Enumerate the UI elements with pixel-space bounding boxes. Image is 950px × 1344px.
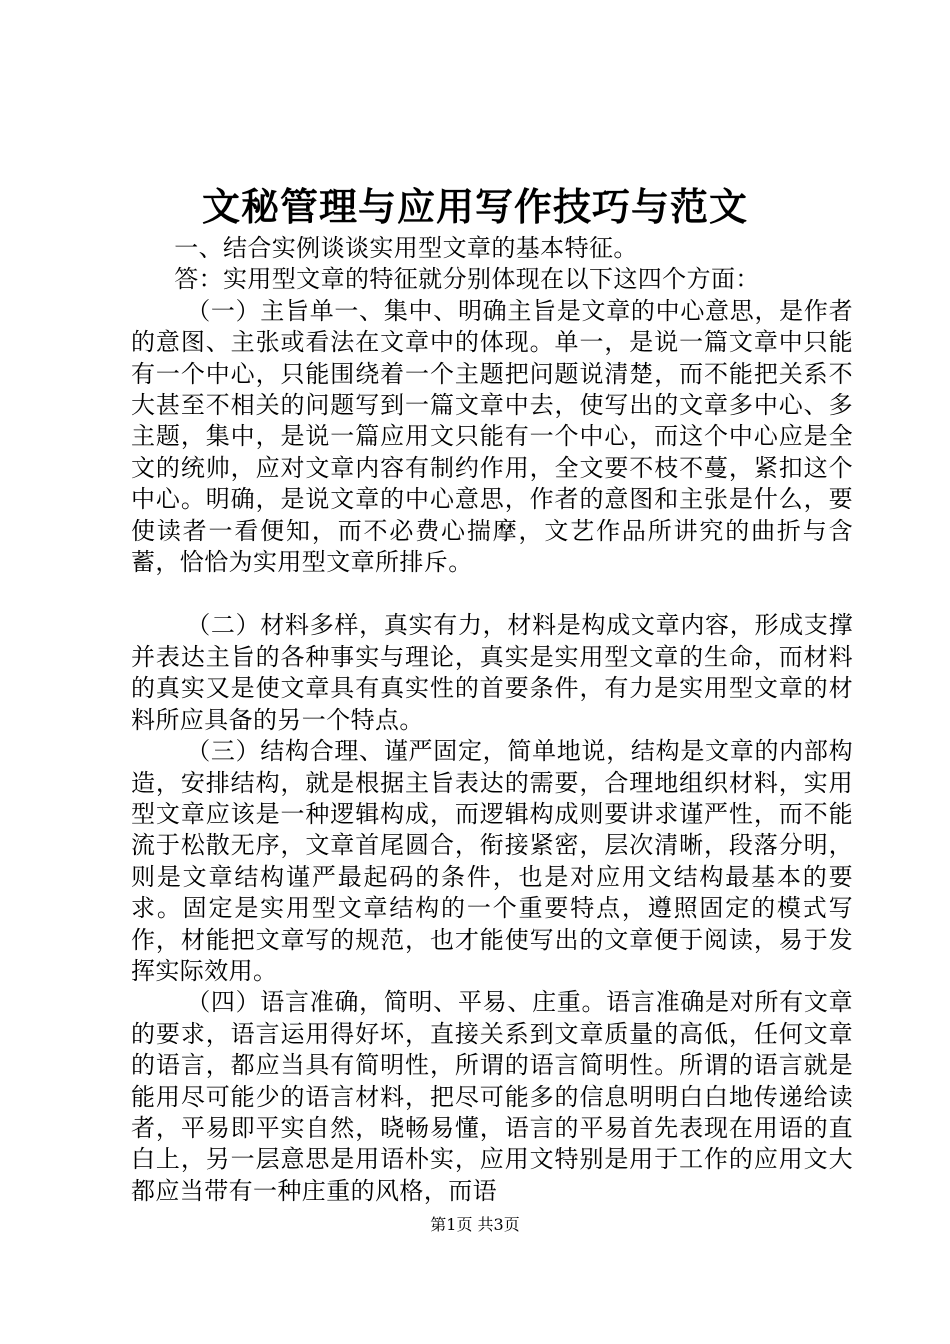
question-heading: 一、结合实例谈谈实用型文章的基本特征。	[174, 234, 638, 262]
document-title: 文秘管理与应用写作技巧与范文	[201, 184, 748, 229]
document-body	[131, 233, 853, 1207]
paragraph-section-1: （一）主旨单一、集中、明确主旨是文章的中心意思，是作者的意图、主张或看法在文章中的体现。单一，是说一篇文章中只能有一个中心，只能围绕着一个主题把问题说清楚，而不能把关系不大甚至不相关的问题写到一篇文章中去，使写出的文章多中心、多主题，集中，是说一篇应用文只能有一个中心，而这个中心应是全文的统帅，应对文章内容有制约作用，全文要不枝不蔓，紧扣这个中心。明确，是说文章的中心意思，作者的意图和主张是什么，要使读者一看便知，而不必费心揣摩，文艺作品所讲究的曲折与含蓄，恰恰为实用型文章所排斥。	[131, 296, 853, 577]
paragraph-section-2: （二）材料多样，真实有力，材料是构成文章内容，形成支撑并表达主旨的各种事实与理论，真实是实用型文章的生命，而材料的真实又是使文章具有真实性的首要条件，有力是实用型文章的材料所应具备的另一个特点。	[131, 611, 853, 734]
page-number-footer: 第1页 共3页	[430, 1215, 520, 1234]
paragraph-section-3: （三）结构合理、谨严固定，简单地说，结构是文章的内部构造，安排结构，就是根据主旨表达的需要，合理地组织材料，实用型文章应该是一种逻辑构成，而逻辑构成则要讲求谨严性，而不能流于松散无序，文章首尾圆合，衔接紧密，层次清晰，段落分明，则是文章结构谨严最起码的条件，也是对应用文结构最基本的要求。固定是实用型文章结构的一个重要特点，遵照固定的模式写作，材能把文章写的规范，也才能使写出的文章便于阅读，易于发挥实际效用。	[131, 737, 853, 985]
paragraph-section-4: （四）语言准确，简明、平易、庄重。语言准确是对所有文章的要求，语言运用得好坏，直接关系到文章质量的高低，任何文章的语言，都应当具有简明性，所谓的语言简明性。所谓的语言就是能用尽可能少的语言材料，把尽可能多的信息明明白白地传递给读者，平易即平实自然，晓畅易懂，语言的平易首先表现在用语的直白上，另一层意思是用语朴实，应用文特别是用于工作的应用文大都应当带有一种庄重的风格，而语	[131, 988, 853, 1205]
answer-intro: 答：实用型文章的特征就分别体现在以下这四个方面：	[174, 265, 760, 294]
